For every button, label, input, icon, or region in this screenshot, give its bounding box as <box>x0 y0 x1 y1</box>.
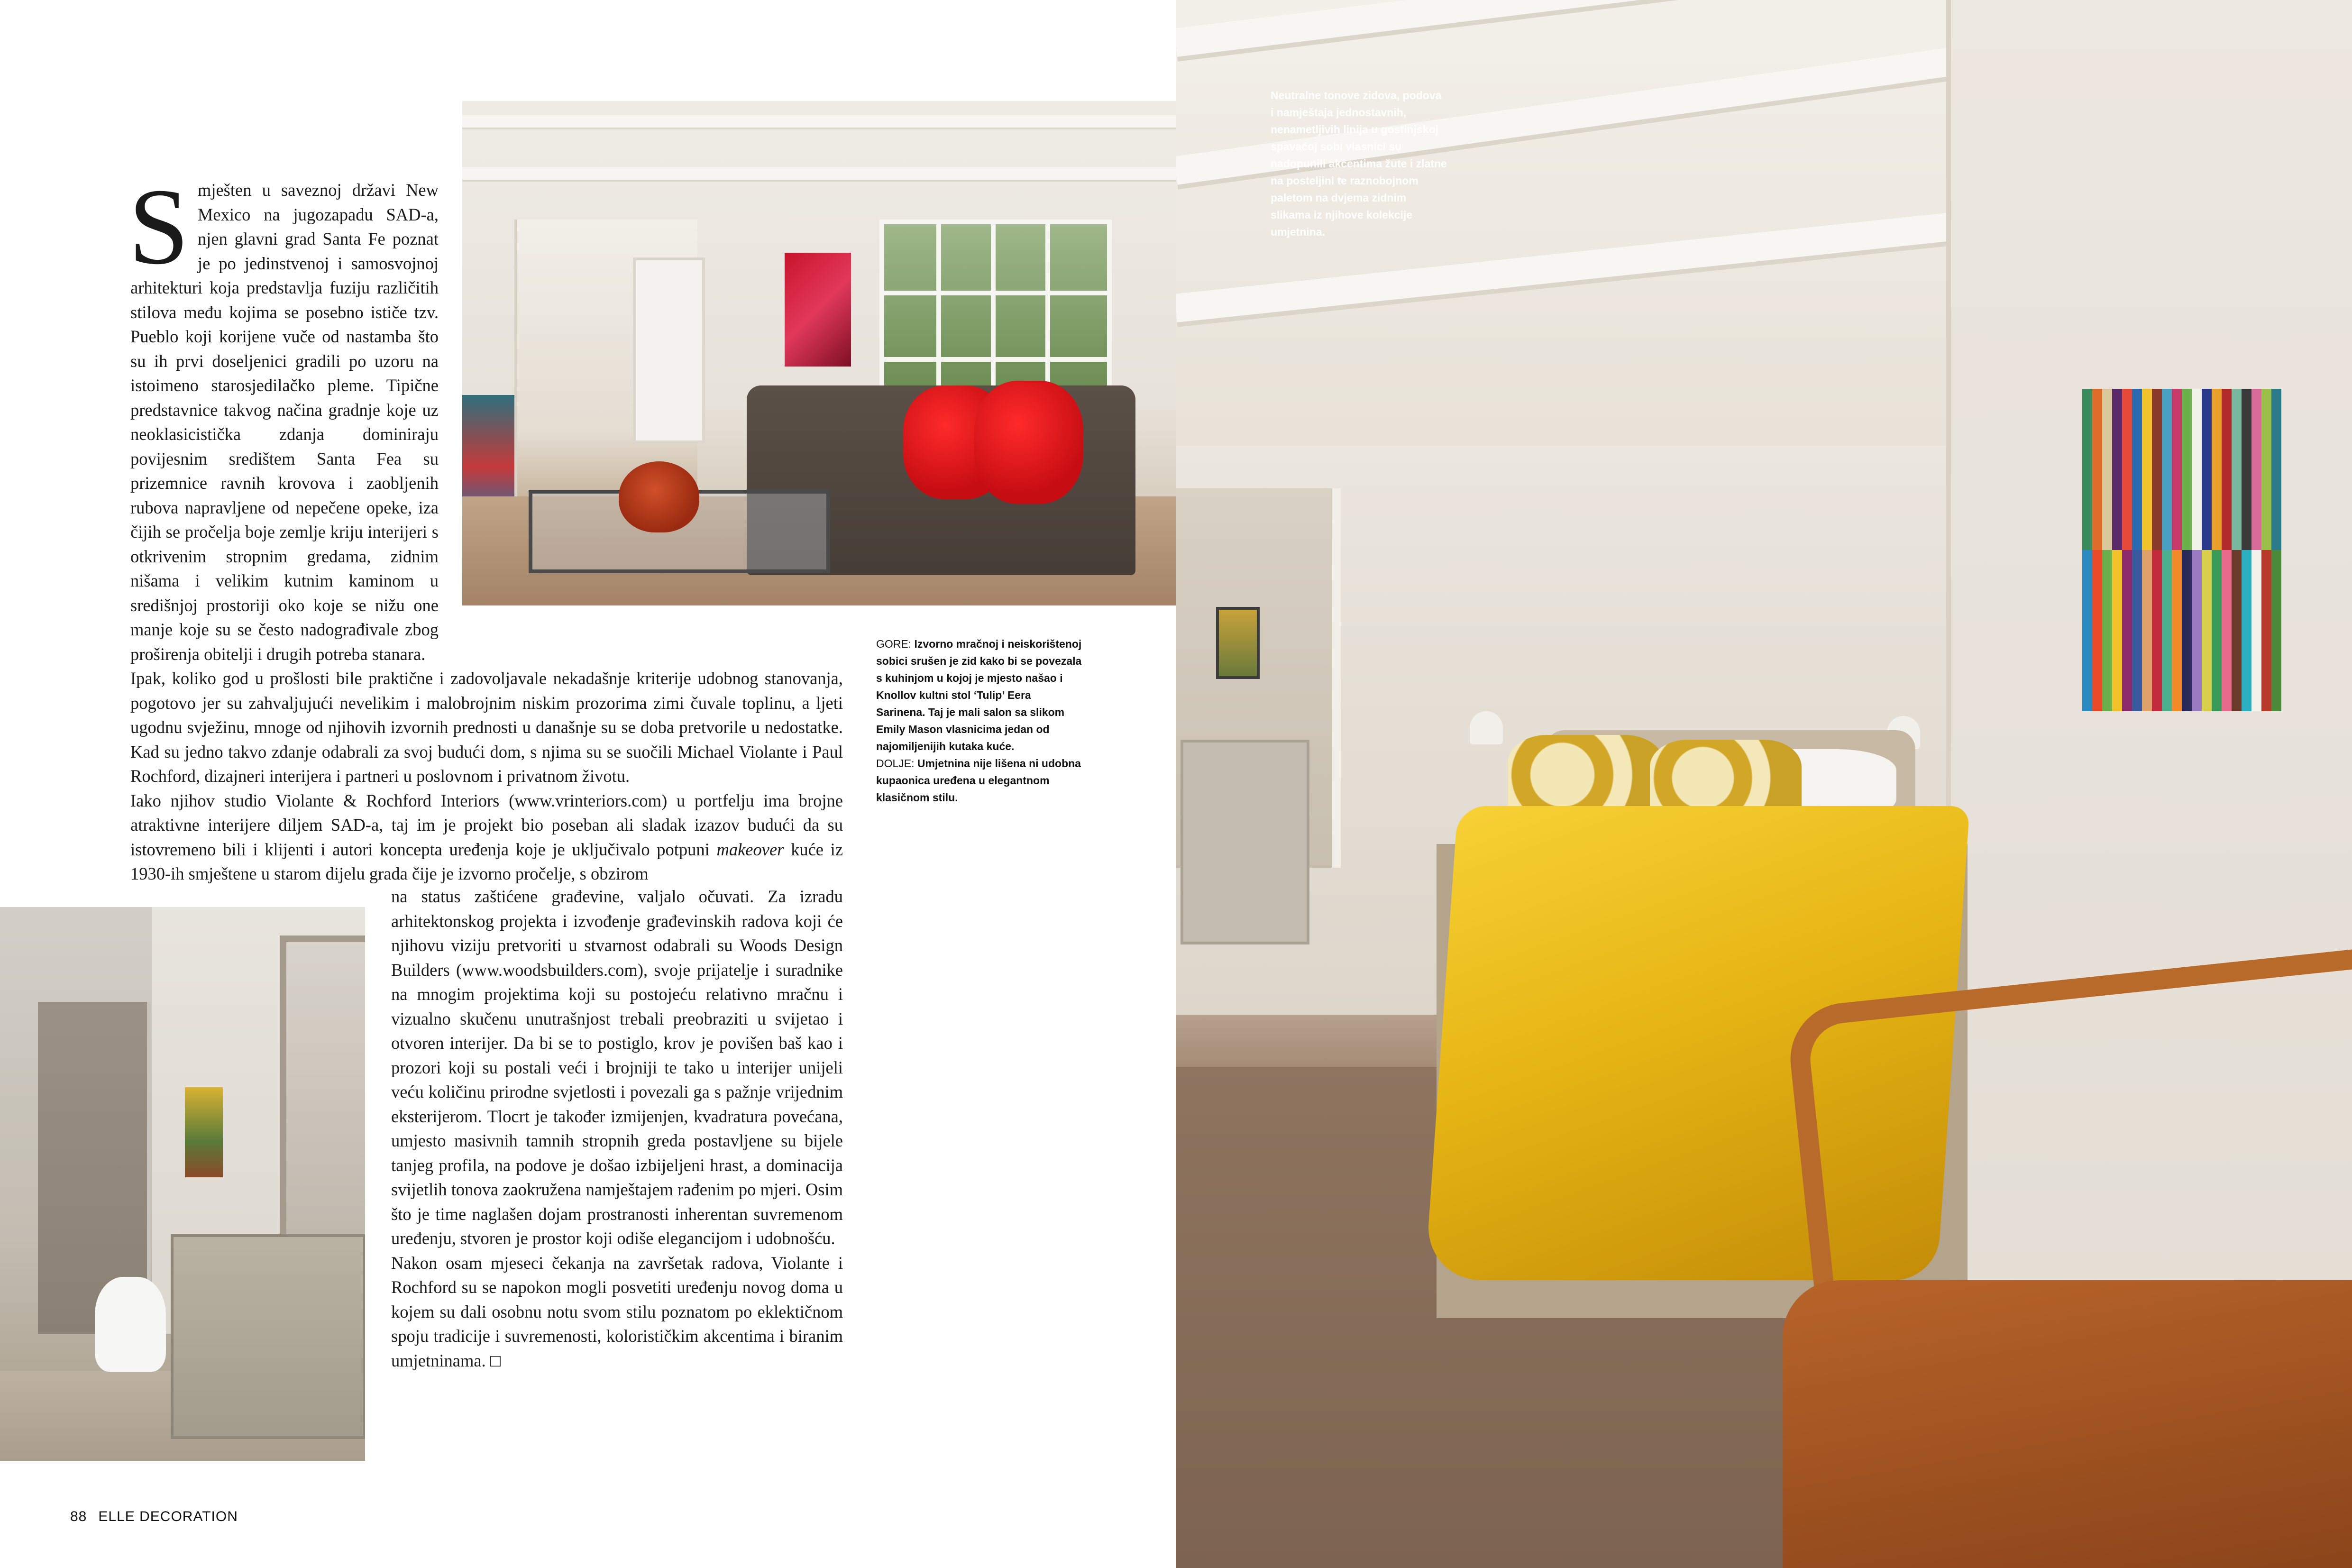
artwork-stripe <box>2102 389 2112 550</box>
column-3-text: na status zaštićene građevine, valjalo očuvati. Za izradu arhitektonskog projekta i izvođenje građevinskih radova koji će njihovu viziju pretvoriti u stvarnost odabrali su Woods Design Builders (www.woodsbuilders.com), svoje prijatelje i suradnike na mnogim projektima koji su postojeću relativno mračnu i vizualno skučenu unutrašnjost trebali preobraziti u svijetao i otvoren interijer. Da bi se to postiglo, krov je povišen baš kao i prozori koji su postali veći i brojniji te tako u interijer unijeli veću količinu prirodne svjetlosti i povezali ga s pažnje vrijednim eksterijerom. Tlocrt je također izmijenjen, kvadratura povećana, umjesto masivnih tamnih stropnih greda postavljene su bijele tanjeg profila, na podove je došao izbijeljeni hrast, a dominacija svijetlih tonova zaokružena namještajem rađenim po mjeri. Osim što je time naglašen dojam prostranosti inherentan suvremenom uređenju, stvoren je prostor koji odiše elegancijom i udobnošću. <box>391 887 843 1248</box>
artwork-stripe <box>2242 550 2251 711</box>
bathroom-vanity <box>171 1234 365 1439</box>
magazine-name: ELLE DECORATION <box>98 1509 238 1524</box>
striped-artwork-bottom <box>2082 550 2281 711</box>
article-paragraph-2 <box>130 666 843 886</box>
page-number: 88 <box>70 1509 87 1524</box>
striped-artwork-top <box>2082 389 2281 550</box>
paragraph-3-text-b: kuće iz 1930-ih smještene u starom dijelu grada čije je izvorno pročelje, s obzirom <box>130 839 843 883</box>
artwork-stripe <box>2092 389 2102 550</box>
makeover-italic: makeover <box>716 839 784 859</box>
artwork-stripe <box>2142 550 2152 711</box>
artwork-stripe <box>2261 550 2271 711</box>
artwork-stripe <box>2232 389 2242 550</box>
caption-gore-text: Izvorno mračnoj i neiskorištenoj sobici srušen je zid kako bi se povezala s kuhinjom u kojoj je mjesto našao i Knollov kultni stol ‘Tulip’ Eera Sarinena. Taj je mali salon sa slikom Emily Mason vlasnicima jedan od najomiljenijih kutaka kuće. <box>876 638 1082 752</box>
page-footer <box>70 1509 249 1525</box>
artwork-stripe <box>2172 389 2182 550</box>
artwork-stripe <box>2271 550 2281 711</box>
artwork-stripe <box>2152 389 2162 550</box>
artwork-stripe <box>2102 550 2112 711</box>
artwork-stripe <box>2162 550 2172 711</box>
artwork-stripe <box>2132 389 2142 550</box>
artwork-stripe <box>2172 550 2182 711</box>
orange-vase <box>619 461 699 532</box>
column-3-end-text: Nakon osam mjeseci čekanja na završetak radova, Violante i Rochford su se napokon mogli posvetiti uređenju novog doma u kojem su dali osobnu notu svom stilu poznatom po eklektičnom spoju tradicije i suvremenosti, kolorističkim akcentima i biranim umjetninama. <box>391 1253 843 1370</box>
living-room-photo <box>462 101 1176 605</box>
red-painting <box>785 253 851 367</box>
artwork-stripe <box>2261 389 2271 550</box>
caption-dolje-text: Umjetnina nije lišena ni udobna kupaonica uređena u elegantnom klasičnom stilu. <box>876 757 1081 804</box>
drop-cap: S <box>128 166 189 287</box>
artwork-stripe <box>2192 389 2202 550</box>
artwork-stripe <box>2122 550 2132 711</box>
artwork-stripe <box>2082 389 2092 550</box>
artwork-stripe <box>2092 550 2102 711</box>
artwork-stripe <box>2202 550 2212 711</box>
paragraph-3-text-a: Iako njihov studio Violante & Rochford Interiors (www.vrinteriors.com) u portfelju ima brojne atraktivne interijere diljem SAD-a, taj im je projekt bio poseban ali sladak izazov budući da su istovremeno bili i klijenti i autori koncepta uređenja koje je uključivalo potpuni <box>130 790 843 859</box>
artwork-stripe <box>2242 389 2251 550</box>
artwork-stripe <box>2142 389 2152 550</box>
article-column-3 <box>391 884 843 1373</box>
artwork-stripe <box>2212 550 2222 711</box>
artwork-stripe <box>2222 389 2232 550</box>
artwork-stripe <box>2251 389 2261 550</box>
artwork-stripe <box>2212 389 2222 550</box>
bathroom-photo <box>0 907 365 1461</box>
end-mark: □ <box>490 1350 501 1370</box>
artwork-stripe <box>2251 550 2261 711</box>
toilet <box>95 1277 166 1372</box>
artwork-stripe <box>2122 389 2132 550</box>
artwork-stripe <box>2082 550 2092 711</box>
caption-gore-label: GORE: <box>876 638 912 650</box>
artwork-stripe <box>2271 389 2281 550</box>
intro-text: mješten u saveznoj državi New Mexico na jugozapadu SAD-a, njen glavni grad Santa Fe poznat je po jedinstvenoj i samosvojnoj arhitekturi koja predstavlja fuziju različitih stilova među kojima se posebno ističe tzv. Pueblo koji korijene vuče od nastamba što su ih prvi doseljenici gradili po uzoru na istoimeno starosjedilačko pleme. Tipične predstavnice takvog načina gradnje koje uz neoklasicistička zdanja dominiraju povijesnim središtem Santa Fea su prizemnice ravnih krovova i zaobljenih rubova napravljene od nepečene opeke, iza čijih se pročelja boje zemlje kriju interijeri s otkrivenim stropnim gredama, zidnim nišama i velikim kutnim kaminom u središnjoj prostoriji oko koje se nižu one manje koje su se često nadograđivale zbog proširenja obitelji i drugih potreba stanara. <box>130 180 439 664</box>
artwork-stripe <box>2192 550 2202 711</box>
caption-dolje-label: DOLJE: <box>876 757 915 770</box>
artwork-stripe <box>2112 550 2122 711</box>
wall-lamp-left <box>1470 711 1503 744</box>
wooden-chair <box>1783 1280 2352 1568</box>
doorway-artwork <box>1216 607 1260 679</box>
artwork-stripe <box>2222 550 2232 711</box>
artwork-stripe <box>2202 389 2212 550</box>
artwork-stripe <box>2152 550 2162 711</box>
paragraph-2-text: Ipak, koliko god u prošlosti bile praktične i zadovoljavale nekadašnje kriterije udobnog stanovanja, pogotovo jer su zahvaljujući nevelikim i malobrojnim niskim prozorima zimi čuvale toplinu, a ljeti ugodnu svježinu, mnoge od njihovih izvornih prednosti u današnje su se doba pretvorile u nedostatke. Kad su jedno takvo zdanje odabrali za svoj budući dom, s njima su se suočili Michael Violante i Paul Rochford, dizajneri interijera i partneri u poslovnom i privatnom životu. <box>130 669 843 786</box>
bedroom-caption: Neutralne tonove zidova, podova i namještaja jednostavnih, nenametljivih linija u gostinjskoj spavaćoj sobi vlasnici su nadopunili akcentima žute i zlatne na posteljini te raznobojnom paletom na dvjema zidnim slikama iz njihove kolekcije umjetnina. <box>1271 89 1447 238</box>
bathroom-artwork <box>185 1087 223 1177</box>
artwork-stripe <box>2232 550 2242 711</box>
artwork-stripe <box>2132 550 2142 711</box>
bathroom-mirror <box>280 935 365 1243</box>
artwork-stripe <box>2182 550 2192 711</box>
article-intro <box>128 166 439 666</box>
artwork-stripe <box>2112 389 2122 550</box>
artwork-stripe <box>2182 389 2192 550</box>
photo-captions <box>876 635 1082 806</box>
artwork-stripe <box>2162 389 2172 550</box>
